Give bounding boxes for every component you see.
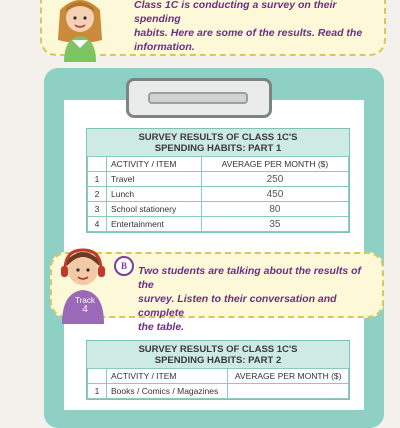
survey-part1-title-line1: SURVEY RESULTS OF CLASS 1C'S — [138, 132, 298, 143]
average-header: AVERAGE PER MONTH ($) — [228, 369, 349, 384]
table-row — [88, 172, 349, 187]
table-row — [88, 217, 349, 232]
row-number: 4 — [88, 217, 107, 232]
intro-line-1: Class 1C is conducting a survey on their spending — [134, 0, 337, 25]
survey-part1-title — [87, 129, 349, 156]
row-item: Travel — [107, 172, 202, 187]
section-b-line-3: the table. — [138, 321, 185, 333]
table-row — [88, 384, 349, 399]
survey-part2-title — [87, 341, 349, 368]
section-b-badge: B — [114, 256, 134, 276]
survey-part1-table — [86, 128, 350, 233]
table-row — [88, 202, 349, 217]
intro-line-2: habits. Here are some of the results. Read the — [134, 27, 363, 39]
row-number: 2 — [88, 187, 107, 202]
row-item: School stationery — [107, 202, 202, 217]
survey-part1-title-line2: SPENDING HABITS: PART 1 — [154, 143, 282, 154]
survey-part2-title-line1: SURVEY RESULTS OF CLASS 1C'S — [138, 344, 298, 355]
table-header-row — [88, 369, 349, 384]
survey-part2-table — [86, 340, 350, 400]
track-label-text: Track — [75, 296, 95, 305]
row-item: Lunch — [107, 187, 202, 202]
row-value: 35 — [201, 217, 348, 232]
intro-line-3: information. — [134, 41, 195, 53]
girl-avatar-icon — [50, 0, 110, 62]
activity-header: ACTIVITY / ITEM — [107, 369, 228, 384]
row-number: 1 — [88, 384, 107, 399]
section-b-line-1: Two students are talking about the results of the — [138, 265, 362, 291]
intro-text — [134, 0, 384, 54]
survey-part2-grid — [87, 368, 349, 399]
average-header: AVERAGE PER MONTH ($) — [201, 157, 348, 172]
section-b-line-2: survey. Listen to their conversation and complete — [138, 293, 337, 319]
row-item: Books / Comics / Magazines — [107, 384, 228, 399]
row-item: Entertainment — [107, 217, 202, 232]
row-number: 1 — [88, 172, 107, 187]
section-b-text — [138, 264, 378, 334]
survey-part2-title-line2: SPENDING HABITS: PART 2 — [154, 355, 282, 366]
row-value: 450 — [201, 187, 348, 202]
track-number: 4 — [82, 304, 88, 315]
survey-part1-grid — [87, 156, 349, 232]
clipboard-clip-hinge — [148, 92, 248, 104]
num-header — [88, 157, 107, 172]
activity-header: ACTIVITY / ITEM — [107, 157, 202, 172]
row-value: 250 — [201, 172, 348, 187]
row-value-input[interactable] — [228, 384, 349, 399]
table-header-row — [88, 157, 349, 172]
row-value: 80 — [201, 202, 348, 217]
table-row — [88, 187, 349, 202]
row-number: 3 — [88, 202, 107, 217]
track-label — [70, 296, 100, 314]
num-header — [88, 369, 107, 384]
